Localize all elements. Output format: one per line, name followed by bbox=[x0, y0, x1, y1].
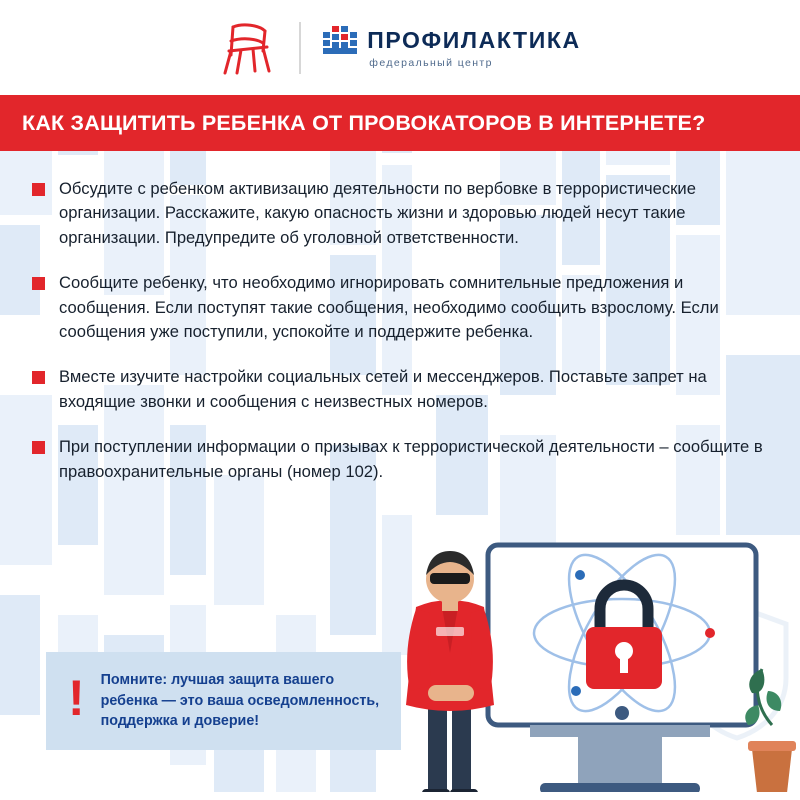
chair-icon bbox=[219, 21, 277, 75]
remember-note bbox=[46, 652, 401, 750]
exclamation-icon: ! bbox=[68, 670, 85, 726]
list-item bbox=[24, 177, 766, 250]
square-bullet-icon bbox=[32, 277, 45, 290]
list-item-text: Вместе изучите настройки социальных сетей и мессенджеров. Поставьте запрет на входящие звонки и сообщения с неизвестных номеров. bbox=[59, 367, 707, 411]
illustration bbox=[380, 535, 800, 800]
square-bullet-icon bbox=[32, 371, 45, 384]
list-item bbox=[24, 271, 766, 344]
list-item-text: Обсудите с ребенком активизацию деятельности по вербовке в террористические организации. Расскажите, какую опасность жизни и здоровью людей несут такие организации. Предупредите об уголовной ответственности. bbox=[59, 179, 696, 247]
advice-list bbox=[0, 151, 800, 484]
page-title: КАК ЗАЩИТИТЬ РЕБЕНКА ОТ ПРОВОКАТОРОВ В ИНТЕРНЕТЕ? bbox=[22, 110, 706, 135]
list-item bbox=[24, 435, 766, 484]
list-item bbox=[24, 365, 766, 414]
brand-subtitle: федеральный центр bbox=[369, 57, 493, 69]
list-item-text: Сообщите ребенку, что необходимо игнорировать сомнительные предложения и сообщения. Если поступят такие сообщения, необходимо сообщить взрослому. Если сообщения уже поступили, успокойте и поддержите ребенка. bbox=[59, 273, 719, 341]
brand-lockup bbox=[323, 26, 580, 69]
square-bullet-icon bbox=[32, 183, 45, 196]
building-blocks-icon bbox=[323, 26, 357, 54]
square-bullet-icon bbox=[32, 441, 45, 454]
title-band bbox=[0, 95, 800, 151]
list-item-text: При поступлении информации о призывах к террористической деятельности – сообщите в правоохранительные органы (номер 102). bbox=[59, 437, 763, 481]
logo-divider bbox=[299, 22, 301, 74]
logo-header bbox=[0, 0, 800, 95]
remember-note-text: Помните: лучшая защита вашего ребенка — это ваша осведомленность, поддержка и доверие! bbox=[100, 671, 380, 730]
logo-group bbox=[219, 21, 580, 75]
brand-name: ПРОФИЛАКТИКА bbox=[367, 26, 581, 53]
footer-stripe bbox=[0, 792, 800, 800]
